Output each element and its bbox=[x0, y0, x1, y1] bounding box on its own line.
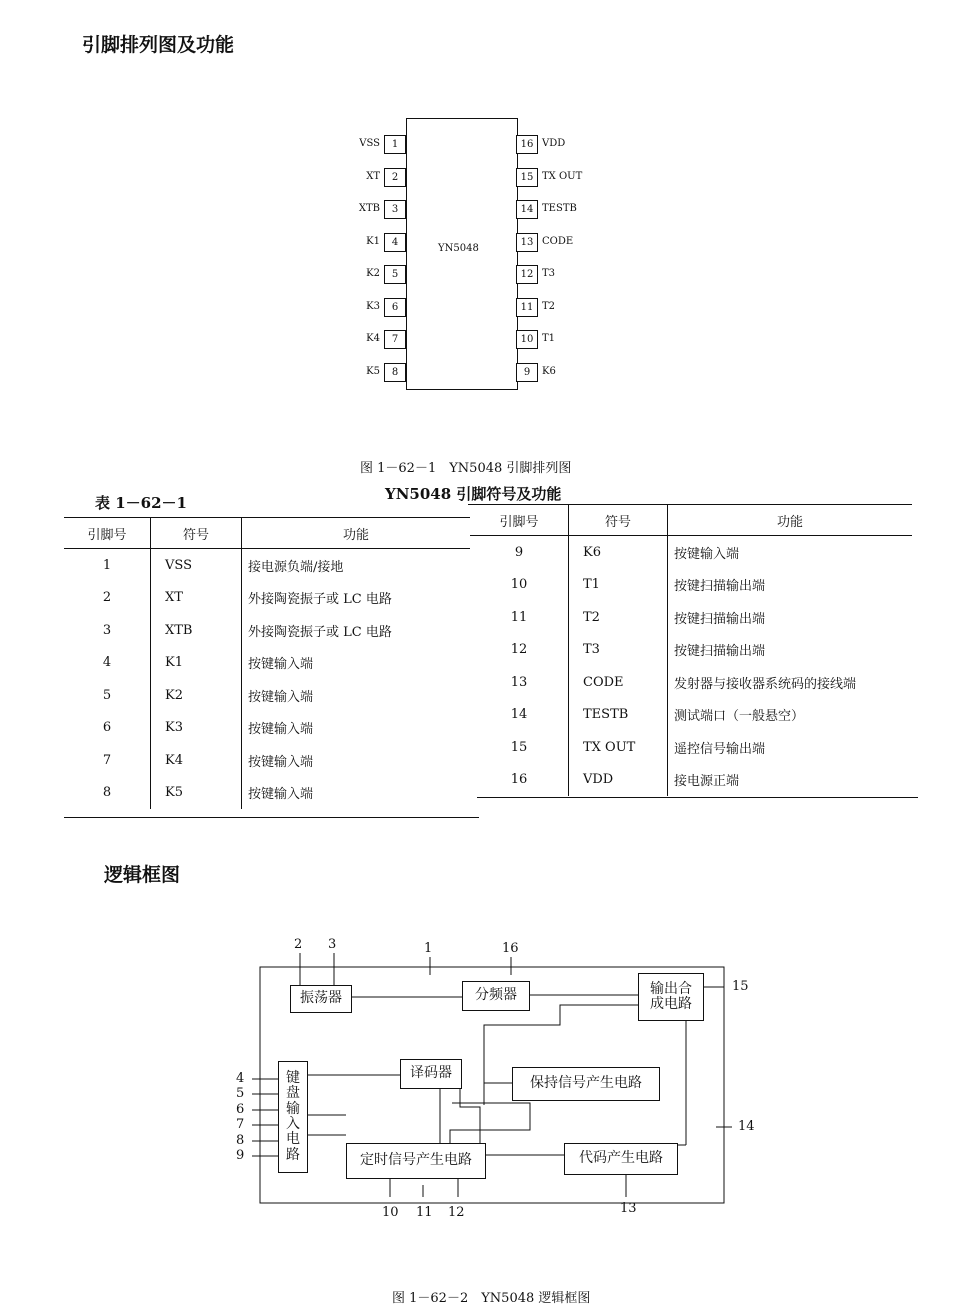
header-symbol: 符号 bbox=[569, 505, 668, 536]
table-row bbox=[64, 647, 470, 680]
table-row bbox=[64, 679, 470, 712]
symbol-cell: K5 bbox=[151, 777, 242, 810]
pin-14-label: 14 bbox=[738, 1119, 755, 1134]
pin-diagram bbox=[340, 118, 590, 398]
symbol-cell: T1 bbox=[569, 569, 668, 602]
function-cell: 接电源负端/接地 bbox=[242, 549, 471, 582]
symbol-cell: K2 bbox=[151, 679, 242, 712]
pin-label: K2 bbox=[366, 268, 380, 279]
header-pin: 引脚号 bbox=[470, 505, 569, 536]
pin-label: XTB bbox=[358, 203, 380, 214]
pin-label: CODE bbox=[542, 235, 574, 247]
pin-number-cell: 9 bbox=[514, 544, 524, 560]
header-function: 功能 bbox=[242, 518, 471, 549]
pin-box: 6 bbox=[384, 298, 406, 317]
pin-number-cell: 16 bbox=[510, 772, 528, 788]
pin-label: K4 bbox=[366, 333, 380, 344]
symbol-cell: K4 bbox=[151, 744, 242, 777]
pin-number-cell: 1 bbox=[102, 557, 112, 573]
symbol-cell: K3 bbox=[151, 712, 242, 745]
table-label: 表 1－62－1 bbox=[95, 494, 187, 512]
function-cell: 发射器与接收器系统码的接线端 bbox=[668, 666, 913, 699]
symbol-cell: VDD bbox=[569, 764, 668, 797]
logic-diagram bbox=[230, 935, 770, 1230]
pin-box: 13 bbox=[516, 233, 538, 252]
pin-number-cell: 11 bbox=[510, 609, 528, 625]
symbol-cell: CODE bbox=[569, 666, 668, 699]
timing-signal-block: 定时信号产生电路 bbox=[346, 1143, 486, 1179]
symbol-cell: XT bbox=[151, 582, 242, 615]
table-row bbox=[470, 764, 912, 797]
pin-label: VDD bbox=[542, 138, 566, 149]
pin-box: 2 bbox=[384, 168, 406, 187]
pin-15-label: 15 bbox=[732, 979, 749, 994]
pin-number-cell: 15 bbox=[510, 739, 528, 755]
pin-label: T1 bbox=[542, 333, 556, 344]
pin-number-cell: 3 bbox=[102, 622, 112, 638]
table-row bbox=[470, 634, 912, 667]
pin-16-label: 16 bbox=[502, 941, 519, 956]
pin-box: 8 bbox=[384, 363, 406, 382]
header-function: 功能 bbox=[668, 505, 913, 536]
pin-diagram-caption: 图 1－62－1 YN5048 引脚排列图 bbox=[360, 461, 572, 476]
function-cell: 测试端口（一般悬空） bbox=[668, 699, 913, 732]
header-symbol: 符号 bbox=[151, 518, 242, 549]
divider-block: 分频器 bbox=[462, 981, 530, 1011]
pin-number-cell: 10 bbox=[510, 577, 528, 593]
pin-table-left bbox=[64, 518, 470, 809]
pin-number-cell: 8 bbox=[102, 785, 112, 801]
table-row bbox=[64, 777, 470, 810]
chip-body bbox=[406, 118, 518, 390]
function-cell: 按键输入端 bbox=[668, 536, 913, 569]
pin-number-cell: 12 bbox=[510, 642, 528, 658]
table-row bbox=[470, 601, 912, 634]
pin-box: 1 bbox=[384, 135, 406, 154]
logic-diagram-caption: 图 1－62－2 YN5048 逻辑框图 bbox=[392, 1291, 591, 1306]
table-row bbox=[470, 731, 912, 764]
pin-4-label: 4 bbox=[236, 1071, 245, 1086]
pin-label: T2 bbox=[542, 300, 556, 312]
code-generator-block: 代码产生电路 bbox=[564, 1143, 678, 1175]
symbol-cell: VSS bbox=[151, 549, 242, 582]
function-cell: 按键输入端 bbox=[242, 712, 471, 745]
symbol-cell: K6 bbox=[569, 536, 668, 569]
table-row bbox=[470, 536, 912, 569]
table-row bbox=[64, 712, 470, 745]
pin-number-cell: 13 bbox=[510, 674, 528, 690]
pin-label: TX OUT bbox=[542, 170, 583, 182]
pin-8-label: 8 bbox=[236, 1133, 245, 1148]
function-cell: 按键扫描输出端 bbox=[668, 601, 913, 634]
logic-section-heading: 逻辑框图 bbox=[104, 864, 181, 886]
pin-section-heading: 引脚排列图及功能 bbox=[82, 34, 235, 56]
symbol-cell: T2 bbox=[569, 601, 668, 634]
function-cell: 按键输入端 bbox=[242, 647, 471, 680]
pin-label: T3 bbox=[542, 268, 556, 279]
pin-10-label: 10 bbox=[382, 1205, 399, 1220]
symbol-cell: K1 bbox=[151, 647, 242, 680]
pin-label: K6 bbox=[542, 365, 556, 377]
keyboard-input-block: 键盘输入电路 bbox=[278, 1061, 308, 1173]
pin-3-label: 3 bbox=[328, 937, 337, 952]
table-row bbox=[64, 549, 470, 582]
pin-7-label: 7 bbox=[236, 1117, 245, 1132]
pin-box: 10 bbox=[516, 330, 538, 349]
table-row bbox=[64, 614, 470, 647]
pin-label: K3 bbox=[366, 300, 380, 312]
pin-number-cell: 2 bbox=[102, 590, 112, 606]
function-cell: 外接陶瓷振子或 LC 电路 bbox=[242, 614, 471, 647]
header-pin: 引脚号 bbox=[64, 518, 151, 549]
pin-9-label: 9 bbox=[236, 1148, 245, 1163]
function-cell: 按键扫描输出端 bbox=[668, 569, 913, 602]
table-row bbox=[64, 744, 470, 777]
pin-label: K5 bbox=[366, 365, 380, 377]
pin-1-label: 1 bbox=[424, 941, 433, 956]
table-title: YN5048 引脚符号及功能 bbox=[385, 485, 562, 503]
function-cell: 按键输入端 bbox=[242, 777, 471, 810]
oscillator-block: 振荡器 bbox=[290, 985, 352, 1013]
hold-signal-block: 保持信号产生电路 bbox=[512, 1067, 660, 1101]
symbol-cell: TX OUT bbox=[569, 731, 668, 764]
decoder-block: 译码器 bbox=[400, 1059, 462, 1089]
table-row bbox=[470, 666, 912, 699]
pin-6-label: 6 bbox=[236, 1102, 245, 1117]
symbol-cell: T3 bbox=[569, 634, 668, 667]
pin-box: 9 bbox=[516, 363, 538, 382]
pin-number-cell: 4 bbox=[102, 655, 112, 671]
pin-12-label: 12 bbox=[448, 1205, 465, 1220]
pin-11-label: 11 bbox=[416, 1205, 433, 1220]
function-cell: 接电源正端 bbox=[668, 764, 913, 797]
pin-table-right bbox=[470, 505, 912, 796]
pin-box: 7 bbox=[384, 330, 406, 349]
pin-box: 5 bbox=[384, 265, 406, 284]
pin-label: K1 bbox=[366, 235, 380, 247]
pin-box: 3 bbox=[384, 200, 406, 219]
function-cell: 外接陶瓷振子或 LC 电路 bbox=[242, 582, 471, 615]
function-cell: 遥控信号输出端 bbox=[668, 731, 913, 764]
pin-label: XT bbox=[366, 170, 380, 182]
pin-5-label: 5 bbox=[236, 1086, 245, 1101]
pin-box: 4 bbox=[384, 233, 406, 252]
pin-label: VSS bbox=[359, 138, 380, 149]
table-row bbox=[64, 582, 470, 615]
pin-box: 11 bbox=[516, 298, 538, 317]
pin-box: 12 bbox=[516, 265, 538, 284]
pin-box: 16 bbox=[516, 135, 538, 154]
chip-name: YN5048 bbox=[438, 243, 479, 254]
pin-number-cell: 7 bbox=[102, 752, 112, 768]
pin-box: 14 bbox=[516, 200, 538, 219]
function-cell: 按键扫描输出端 bbox=[668, 634, 913, 667]
table-row bbox=[470, 699, 912, 732]
pin-number-cell: 5 bbox=[102, 687, 112, 703]
pin-number-cell: 14 bbox=[510, 707, 528, 723]
pin-box: 15 bbox=[516, 168, 538, 187]
symbol-cell: XTB bbox=[151, 614, 242, 647]
output-synthesis-block: 输出合成电路 bbox=[638, 973, 704, 1021]
pin-13-label: 13 bbox=[620, 1201, 637, 1216]
table-row bbox=[470, 569, 912, 602]
symbol-cell: TESTB bbox=[569, 699, 668, 732]
pin-label: TESTB bbox=[542, 203, 577, 214]
pin-2-label: 2 bbox=[294, 937, 303, 952]
pin-number-cell: 6 bbox=[102, 720, 112, 736]
function-cell: 按键输入端 bbox=[242, 744, 471, 777]
function-cell: 按键输入端 bbox=[242, 679, 471, 712]
